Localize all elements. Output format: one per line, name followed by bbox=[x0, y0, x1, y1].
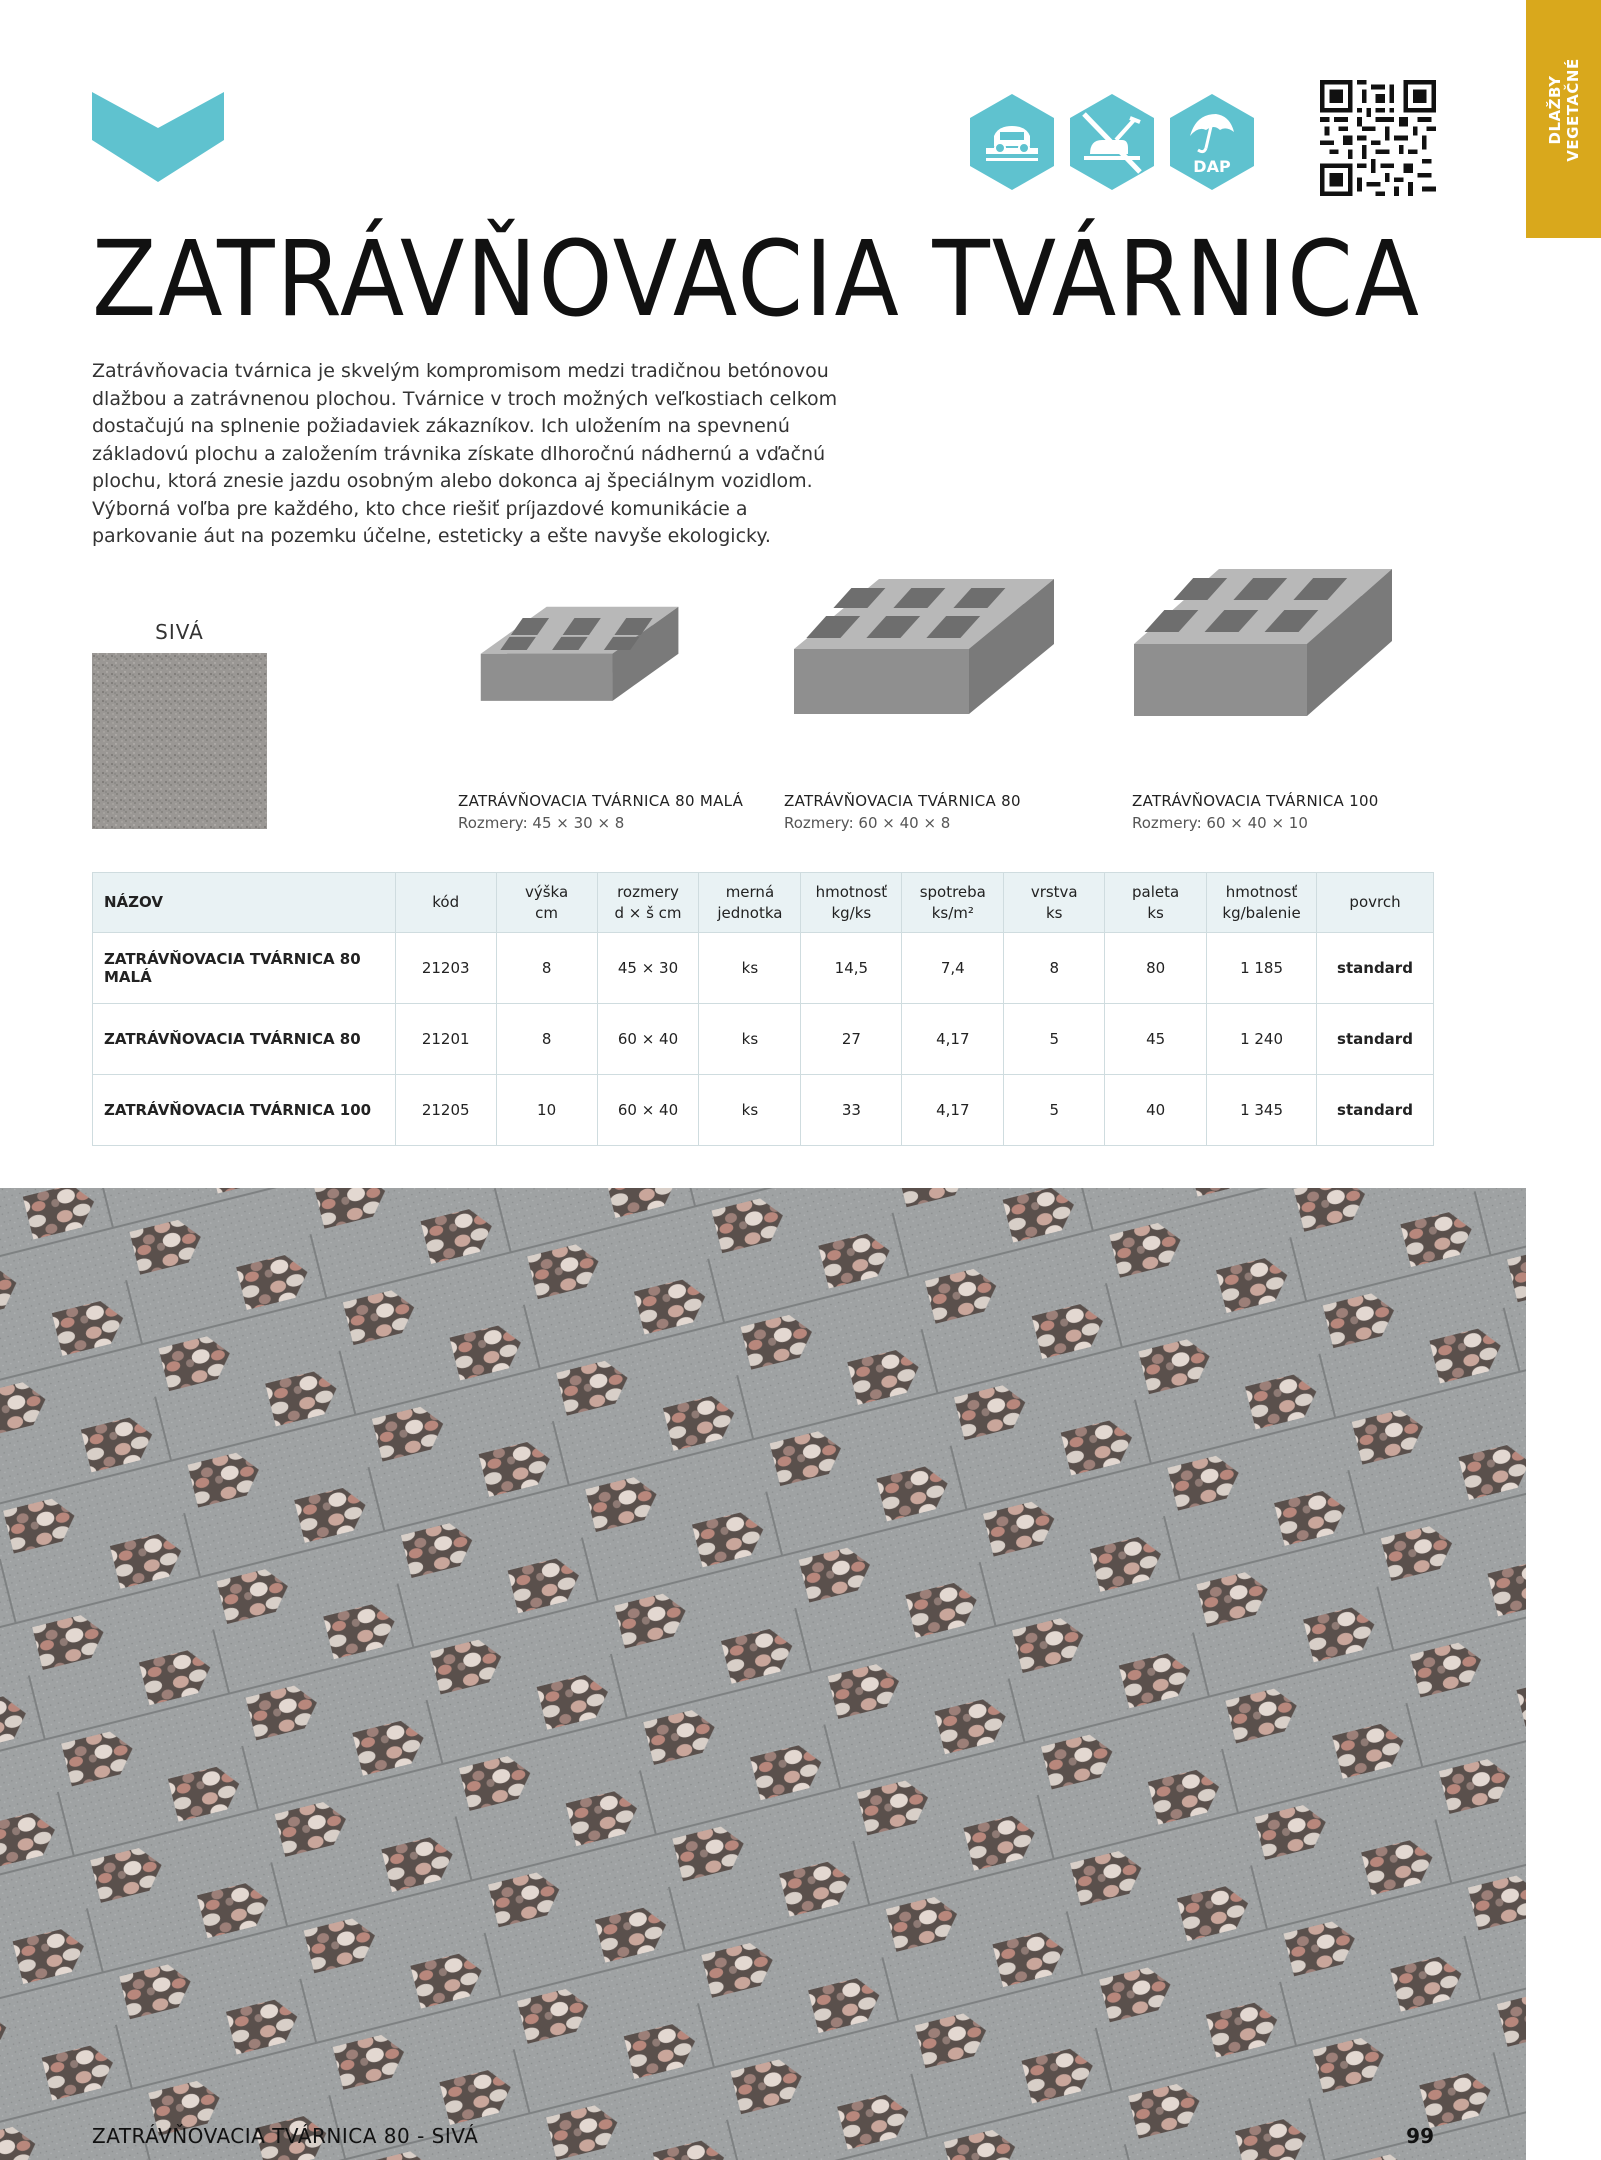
qr-code-icon[interactable] bbox=[1320, 80, 1436, 196]
page-number: 99 bbox=[1406, 2124, 1434, 2148]
col-header-paleta: paleta ks bbox=[1105, 873, 1207, 933]
table-row bbox=[93, 1075, 1434, 1146]
table-row bbox=[93, 933, 1434, 1004]
product-name-80: ZATRÁVŇOVACIA TVÁRNICA 80 bbox=[784, 792, 1021, 810]
product-name-80-mala: ZATRÁVŇOVACIA TVÁRNICA 80 MALÁ bbox=[458, 792, 744, 810]
cell-paleta: 45 bbox=[1105, 1004, 1207, 1075]
cell-hmotnost-balenie: 1 345 bbox=[1207, 1075, 1317, 1146]
product-image-80[interactable] bbox=[776, 556, 1062, 746]
col-header-kod: kód bbox=[395, 873, 496, 933]
product-image-100[interactable] bbox=[1118, 550, 1398, 745]
product-name-100: ZATRÁVŇOVACIA TVÁRNICA 100 bbox=[1132, 792, 1379, 810]
cell-rozmery: 60 × 40 bbox=[597, 1075, 699, 1146]
cell-vrstva: 5 bbox=[1004, 1075, 1105, 1146]
cell-jednotka: ks bbox=[699, 1075, 801, 1146]
cell-spotreba: 4,17 bbox=[902, 1075, 1004, 1146]
product-dims-80-mala: Rozmery: 45 × 30 × 8 bbox=[458, 814, 625, 832]
product-dims-100: Rozmery: 60 × 40 × 10 bbox=[1132, 814, 1308, 832]
cell-povrch: standard bbox=[1317, 933, 1434, 1004]
cell-povrch: standard bbox=[1317, 1004, 1434, 1075]
car-load-icon bbox=[968, 92, 1056, 192]
cell-vyska: 8 bbox=[496, 933, 597, 1004]
cell-kod: 21205 bbox=[395, 1075, 496, 1146]
product-dims-80: Rozmery: 60 × 40 × 8 bbox=[784, 814, 951, 832]
col-header-povrch: povrch bbox=[1317, 873, 1434, 933]
cell-hmotnost-balenie: 1 185 bbox=[1207, 933, 1317, 1004]
cell-povrch: standard bbox=[1317, 1075, 1434, 1146]
product-image-80-mala[interactable] bbox=[460, 586, 686, 746]
dap-label: DAP bbox=[1193, 157, 1231, 176]
cell-vyska: 8 bbox=[496, 1004, 597, 1075]
cell-hmotnost: 27 bbox=[801, 1004, 902, 1075]
intro-paragraph: Zatrávňovacia tvárnica je skvelým kompromisom medzi tradičnou betónovou dlažbou a zatrávnenou plochou. Tvárnice v troch možných veľkostiach celkom dostačujú na splnenie požiadaviek zákazníkov. Ich uložením na spevnenú základovú plochu a založením trávnika získate dlhoročnú nádhernú a vďačnú plochu, ktorá znesie jazdu osobným alebo dokonca aj špeciálnym vozidlom. Výborná voľba pre každého, kto chce riešiť príjazdové komunikácie a parkovanie áut na pozemku účelne, esteticky a ešte navyše ekologicky. bbox=[92, 360, 838, 547]
table-header-row bbox=[93, 873, 1434, 933]
brand-chevron-logo bbox=[92, 92, 224, 182]
cell-kod: 21203 bbox=[395, 933, 496, 1004]
cell-jednotka: ks bbox=[699, 1004, 801, 1075]
cell-vyska: 10 bbox=[496, 1075, 597, 1146]
col-header-hmotnost-balenie: hmotnosť kg/balenie bbox=[1207, 873, 1317, 933]
col-header-vrstva: vrstva ks bbox=[1004, 873, 1105, 933]
cell-rozmery: 45 × 30 bbox=[597, 933, 699, 1004]
dap-umbrella-icon bbox=[1168, 92, 1256, 192]
col-header-merna-jednotka: merná jednotka bbox=[699, 873, 801, 933]
page-title: ZATRÁVŇOVACIA TVÁRNICA bbox=[92, 218, 1421, 340]
property-badges bbox=[968, 92, 1258, 192]
cell-spotreba: 4,17 bbox=[902, 1004, 1004, 1075]
cell-nazov: ZATRÁVŇOVACIA TVÁRNICA 80 MALÁ bbox=[93, 933, 396, 1004]
cell-vrstva: 5 bbox=[1004, 1004, 1105, 1075]
photo-caption: ZATRÁVŇOVACIA TVÁRNICA 80 - SIVÁ bbox=[92, 2124, 479, 2148]
installed-paver-photo bbox=[0, 1188, 1526, 2160]
category-tab-label: DLAŽBY VEGETAČNÉ bbox=[1545, 58, 1582, 162]
col-header-vyska: výška cm bbox=[496, 873, 597, 933]
cell-kod: 21201 bbox=[395, 1004, 496, 1075]
cell-spotreba: 7,4 bbox=[902, 933, 1004, 1004]
color-swatch-grey[interactable] bbox=[92, 653, 267, 829]
no-roller-icon bbox=[1068, 92, 1156, 192]
col-header-hmotnost-ks: hmotnosť kg/ks bbox=[801, 873, 902, 933]
col-header-rozmery: rozmery d × š cm bbox=[597, 873, 699, 933]
specification-table bbox=[92, 872, 1434, 1146]
col-header-nazov: NÁZOV bbox=[93, 873, 396, 933]
table-row bbox=[93, 1004, 1434, 1075]
col-header-spotreba: spotreba ks/m² bbox=[902, 873, 1004, 933]
cell-paleta: 80 bbox=[1105, 933, 1207, 1004]
cell-hmotnost-balenie: 1 240 bbox=[1207, 1004, 1317, 1075]
cell-rozmery: 60 × 40 bbox=[597, 1004, 699, 1075]
cell-nazov: ZATRÁVŇOVACIA TVÁRNICA 100 bbox=[93, 1075, 396, 1146]
color-sample-label: SIVÁ bbox=[155, 620, 204, 644]
cell-vrstva: 8 bbox=[1004, 933, 1105, 1004]
cell-nazov: ZATRÁVŇOVACIA TVÁRNICA 80 bbox=[93, 1004, 396, 1075]
category-tab[interactable] bbox=[1526, 0, 1601, 238]
cell-hmotnost: 33 bbox=[801, 1075, 902, 1146]
cell-jednotka: ks bbox=[699, 933, 801, 1004]
cell-hmotnost: 14,5 bbox=[801, 933, 902, 1004]
cell-paleta: 40 bbox=[1105, 1075, 1207, 1146]
